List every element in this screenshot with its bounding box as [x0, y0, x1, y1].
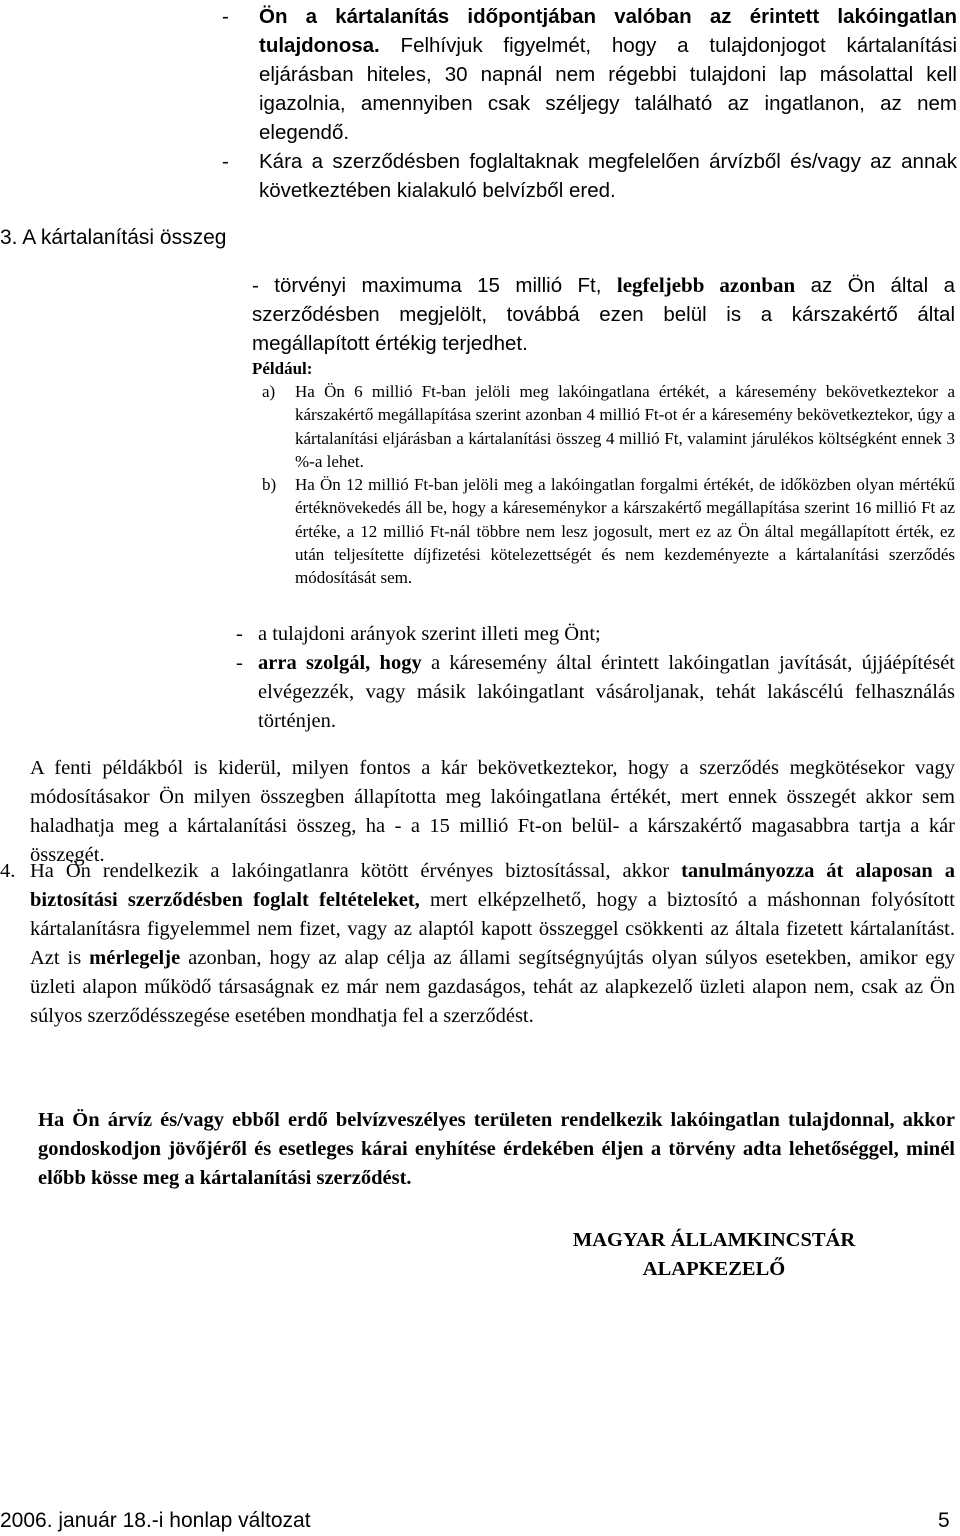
- signature-line-2: ALAPKEZELŐ: [642, 1258, 786, 1280]
- example-a: [262, 380, 955, 473]
- summary-paragraph: A fenti példákból is kiderül, milyen fontos a kár bekövetkeztekor, hogy a szerződés megkötésekor vagy módosításakor Ön milyen összegben állapította meg lakóingatlana értékét, mert ennek összegét akkor sem haladhatja meg a kártalanítási összeg, ha - a 15 millió Ft-on belül- a kárszakértő magasabbra tartja a kár összegét.: [30, 757, 955, 866]
- section-3-max-amount: [252, 271, 955, 358]
- example-label: Például:: [252, 359, 313, 378]
- bullet-owner-bold: Ön a kártalanítás időpontjában valóban az érintett lakóingatlan tulajdonosa.: [259, 5, 957, 57]
- bullet-damage-text: Kára a szerződésben foglaltaknak megfelelően árvízből és/vagy az annak következtében kialakuló belvízből ered.: [259, 150, 957, 202]
- bullet-dash: -: [236, 623, 243, 645]
- example-list: [262, 380, 955, 590]
- bullet-purpose: [236, 649, 955, 736]
- bullet-damage-source: [222, 147, 957, 205]
- max-amount-pre: - törvényi maximuma 15 millió Ft,: [252, 274, 617, 297]
- signature-block: [520, 1226, 908, 1284]
- example-b: [262, 473, 955, 589]
- example-a-marker: a): [262, 382, 276, 401]
- bullet-purpose-text: a káresemény által érintett lakóingatlan javítását, újjáépítését elvégezzék, vagy másik lakóingatlant vásároljanak, tehát lakáscélú felhasználás történjen.: [258, 652, 955, 732]
- max-amount-post: az Ön által a szerződésben megjelölt, továbbá ezen belül is a kárszakértő által megállapított értékig terjedhet.: [252, 274, 955, 355]
- bullet-purpose-bold: arra szolgál, hogy: [258, 652, 422, 674]
- bullet-owner: [222, 2, 957, 147]
- bullet-ownership-text: a tulajdoni arányok szerint illeti meg Önt;: [258, 623, 601, 645]
- bullet-ownership-share: [236, 620, 955, 649]
- section-4-bold-2: mérlegelje: [89, 947, 181, 969]
- page-number: 5: [938, 1509, 950, 1532]
- example-b-marker: b): [262, 475, 277, 495]
- section-3-bullets: [236, 620, 955, 736]
- section-4: [0, 857, 955, 1031]
- footer-date: 2006. január 18.-i honlap változat: [0, 1509, 311, 1532]
- bullet-owner-text: Felhívjuk figyelmét, hogy a tulajdonjogot kártalanítási eljárásban hiteles, 30 napnál nem régebbi tulajdoni lap másolattal kell igazolnia, amennyiben csak széljegy található az ingatlanon, az nem elegendő.: [259, 34, 957, 144]
- bullet-dash: -: [236, 652, 243, 674]
- closing-bold-paragraph: Ha Ön árvíz és/vagy ebből erdő belvízveszélyes területen rendelkezik lakóingatlan tulajdonnal, akkor gondoskodjon jövőjéről és esetleges kárai enyhítése érdekében éljen a törvény adta lehetőséggel, minél előbb kösse meg a kártalanítási szerződést.: [38, 1109, 955, 1189]
- section-4-bold-1: tanulmányozza át alaposan a biztosítási szerződésben foglalt feltételeket,: [30, 860, 955, 911]
- section-3-heading: 3. A kártalanítási összeg: [0, 226, 227, 249]
- section-4-number: 4.: [0, 860, 16, 882]
- example-b-text: Ha Ön 12 millió Ft-ban jelöli meg a lakóingatlan forgalmi értékét, de időközben olyan mértékű értéknövekedés áll be, hogy a káreseménykor a kárszakértő megállapítása szerint 16 millió Ft az értéke, a 12 millió Ft-nál többre nem lesz jogosult, mert ez az Ön által megállapított érték, ez után teljesítette díjfizetési kötelezettségét és nem kezdeményezte a kártalanítási szerződés módosítását sem.: [295, 475, 955, 588]
- bullet-dash: -: [222, 150, 229, 173]
- example-a-text: Ha Ön 6 millió Ft-ban jelöli meg lakóingatlana értékét, a káresemény bekövetkeztekor a kárszakértő megállapítása szerint azonban 4 millió Ft-ot ér a káresemény bekövetkeztekor, úgy a kártalanítási eljárásban a kártalanítási összeg 4 millió Ft, valamint járulékos költségként ennek 3 %-a lehet.: [295, 382, 955, 471]
- top-bullet-list: [222, 2, 957, 205]
- max-amount-bold: legfeljebb azonban: [616, 273, 796, 297]
- bullet-dash: -: [222, 5, 229, 28]
- signature-line-1: MAGYAR ÁLLAMKINCSTÁR: [572, 1229, 856, 1251]
- section-4-text: Ha Ön rendelkezik a lakóingatlanra kötött érvényes biztosítással, akkor tanulmányozza át alaposan a biztosítási szerződésben foglalt feltételeket, mert elképzelhető, hogy a biztosító a máshonnan folyósított kártalanításra figyelemmel nem fizet, vagy az alaptól kapott összeggel csökkenti az általa fizetett kártalanítást. Azt is mérlegelje azonban, hogy az alap célja az állami segítségnyújtás olyan súlyos esetekben, amikor egy üzleti alapon működő társaságnak ez már nem gazdaságos, tehát az alapkezelő üzleti alapon nem, csak az Ön súlyos szerződésszegése esetében mondhatja fel a szerződést.: [30, 860, 956, 1027]
